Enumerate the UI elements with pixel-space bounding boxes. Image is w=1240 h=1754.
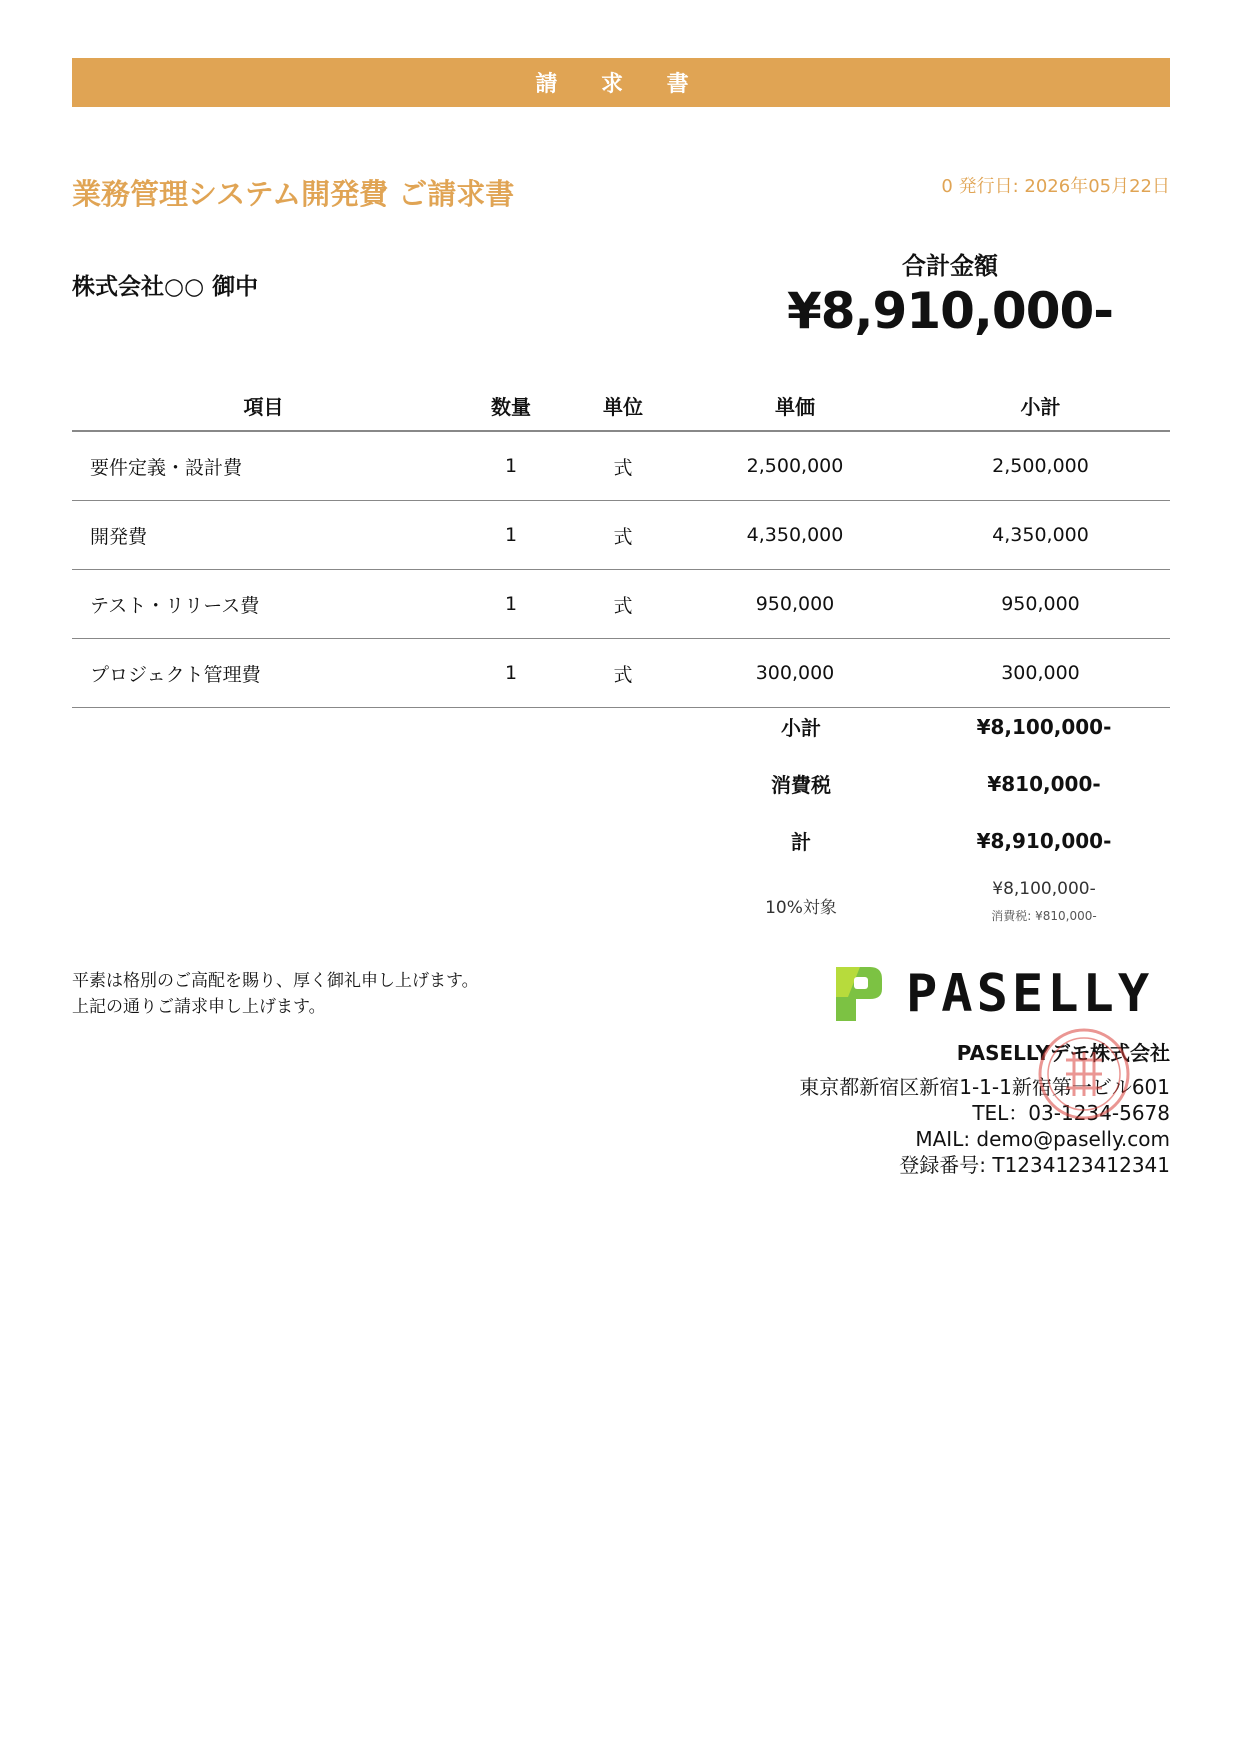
header-unit: 単位 <box>567 380 679 431</box>
tax-rate-amount: 消費税: ¥810,000- <box>991 909 1097 923</box>
issue-date: 0 発行日: 2026年05月22日 <box>941 176 1170 197</box>
company-logo <box>830 962 1170 1026</box>
tax-rate-base: ¥8,100,000- <box>992 879 1096 899</box>
summary-subtotal-value: ¥8,100,000- <box>976 714 1112 739</box>
row-quantity: 1 <box>455 431 567 501</box>
header-unit-price: 単価 <box>679 380 911 431</box>
row-item-name: 開発費 <box>72 501 455 570</box>
recipient-name: 株式会社○○ 御中 <box>72 274 259 300</box>
row-unit-price: 4,350,000 <box>679 501 911 570</box>
header-subtotal: 小計 <box>911 380 1170 431</box>
row-unit: 式 <box>567 501 679 570</box>
issuer-address: 東京都新宿区新宿1-1-1新宿第一ビル601 <box>799 1075 1170 1099</box>
row-subtotal: 950,000 <box>911 570 1170 639</box>
row-unit-price: 300,000 <box>679 639 911 708</box>
row-item-name: プロジェクト管理費 <box>72 639 455 708</box>
summary-total-label: 計 <box>791 830 811 854</box>
issuer-registration: 登録番号: T1234123412341 <box>899 1153 1170 1177</box>
document-title: 業務管理システム開発費 ご請求書 <box>72 177 515 211</box>
company-seal-stamp <box>1036 1026 1132 1122</box>
summary-total-row <box>684 812 1170 869</box>
table-row <box>72 570 1170 639</box>
row-unit-price: 2,500,000 <box>679 431 911 501</box>
logo-wordmark: PASELLY <box>906 964 1154 1024</box>
row-quantity: 1 <box>455 639 567 708</box>
row-item-name: 要件定義・設計費 <box>72 431 455 501</box>
issuer-tel: TEL：03-1234-5678 <box>972 1101 1170 1125</box>
summary-tax-value: ¥810,000- <box>987 771 1101 796</box>
table-row <box>72 501 1170 570</box>
row-subtotal: 2,500,000 <box>911 431 1170 501</box>
greeting-note <box>72 968 479 1020</box>
totals-summary <box>684 698 1170 924</box>
row-unit: 式 <box>567 639 679 708</box>
row-unit-price: 950,000 <box>679 570 911 639</box>
summary-tax-row <box>684 755 1170 812</box>
table-header-row <box>72 380 1170 431</box>
issuer-mail: MAIL: demo@paselly.com <box>915 1127 1170 1151</box>
line-items-table <box>72 380 1170 708</box>
header-quantity: 数量 <box>455 380 567 431</box>
greeting-line-2: 上記の通りご請求申し上げます。 <box>72 997 326 1017</box>
summary-total-value: ¥8,910,000- <box>976 828 1112 853</box>
row-unit: 式 <box>567 431 679 501</box>
tax-rate-breakdown <box>684 879 1170 924</box>
total-amount-label: 合計金額 <box>902 252 998 280</box>
header-item: 項目 <box>72 380 455 431</box>
greeting-line-1: 平素は格別のご高配を賜り、厚く御礼申し上げます。 <box>72 971 479 991</box>
row-item-name: テスト・リリース費 <box>72 570 455 639</box>
row-subtotal: 300,000 <box>911 639 1170 708</box>
row-subtotal: 4,350,000 <box>911 501 1170 570</box>
row-unit: 式 <box>567 570 679 639</box>
issuer-name: PASELLYデモ株式会社 <box>956 1041 1170 1065</box>
paselly-logo-icon <box>830 963 886 1025</box>
tax-rate-label: 10%対象 <box>765 898 837 918</box>
total-amount-value: ¥8,910,000- <box>786 282 1114 340</box>
summary-subtotal-label: 小計 <box>781 716 821 740</box>
row-quantity: 1 <box>455 570 567 639</box>
row-quantity: 1 <box>455 501 567 570</box>
summary-subtotal-row <box>684 698 1170 755</box>
tax-rate-values <box>918 879 1170 924</box>
summary-tax-label: 消費税 <box>771 773 831 797</box>
table-row <box>72 431 1170 501</box>
document-banner: 請 求 書 <box>72 58 1170 107</box>
